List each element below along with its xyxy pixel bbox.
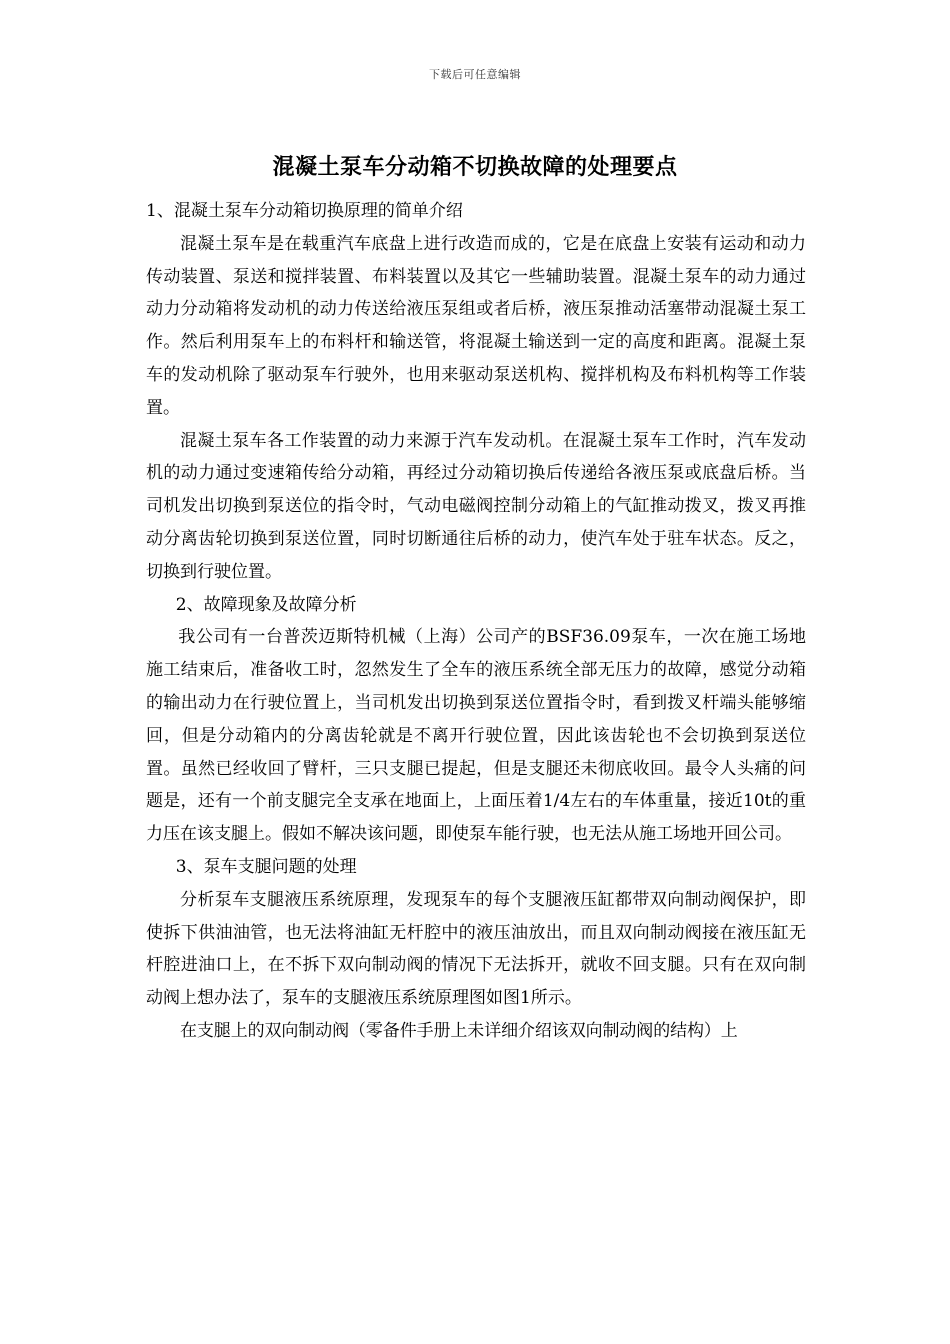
paragraph: 在支腿上的双向制动阀（零备件手册上未详细介绍该双向制动阀的结构）上 [180,1020,738,1041]
section-heading: 3、泵车支腿问题的处理 [175,856,357,877]
paragraph: 分析泵车支腿液压系统原理，发现泵车的每个支腿液压缸都带双向制动阀保护，即使拆下供油油管，也无法将油缸无杆腔中的液压油放出，而且双向制动阀接在液压缸无杆腔进油口上，在不拆下双向制动阀的情况下无法拆开，就收不回支腿。只有在双向制动阀上想办法了，泵车的支腿液压系统原理图如图1所示。 [146,889,806,1009]
paragraph: 混凝土泵车是在载重汽车底盘上进行改造而成的，它是在底盘上安装有运动和动力传动装置、泵送和搅拌装置、布料装置以及其它一些辅助装置。混凝土泵车的动力通过动力分动箱将发动机的动力传送给液压泵组或者后桥，液压泵推动活塞带动混凝土泵工作。然后利用泵车上的布料杆和输送管，将混凝土输送到一定的高度和距离。混凝土泵车的发动机除了驱动泵车行驶外，也用来驱动泵送机构、搅拌机构及布料机构等工作装置。 [146,233,806,418]
paragraph: 混凝土泵车各工作装置的动力来源于汽车发动机。在混凝土泵车工作时，汽车发动机的动力通过变速箱传给分动箱，再经过分动箱切换后传递给各液压泵或底盘后桥。当司机发出切换到泵送位的指令时，气动电磁阀控制分动箱上的气缸推动拨叉，拨叉再推动分离齿轮切换到泵送位置，同时切断通往后桥的动力，使汽车处于驻车状态。反之，切换到行驶位置。 [146,430,806,582]
document-body [146,195,806,1048]
section-heading: 1、混凝土泵车分动箱切换原理的简单介绍 [146,201,463,221]
header-note: 下载后可任意编辑 [429,68,521,81]
paragraph: 我公司有一台普茨迈斯特机械（上海）公司产的BSF36.09泵车，一次在施工场地施工结束后，准备收工时，忽然发生了全车的液压系统全部无压力的故障，感觉分动箱的输出动力在行驶位置上，当司机发出切换到泵送位置指令时，看到拨叉杆端头能够缩回，但是分动箱内的分离齿轮就是不离开行驶位置，因此该齿轮也不会切换到泵送位置。虽然已经收回了臂杆，三只支腿已提起，但是支腿还未彻底收回。最令人头痛的问题是，还有一个前支腿完全支承在地面上，上面压着1/4左右的车体重量，接近10t的重力压在该支腿上。假如不解决该问题，即使泵车能行驶，也无法从施工场地开回公司。 [146,627,806,845]
section-heading: 2、故障现象及故障分析 [175,594,357,615]
document-title: 混凝土泵车分动箱不切换故障的处理要点 [272,154,678,180]
